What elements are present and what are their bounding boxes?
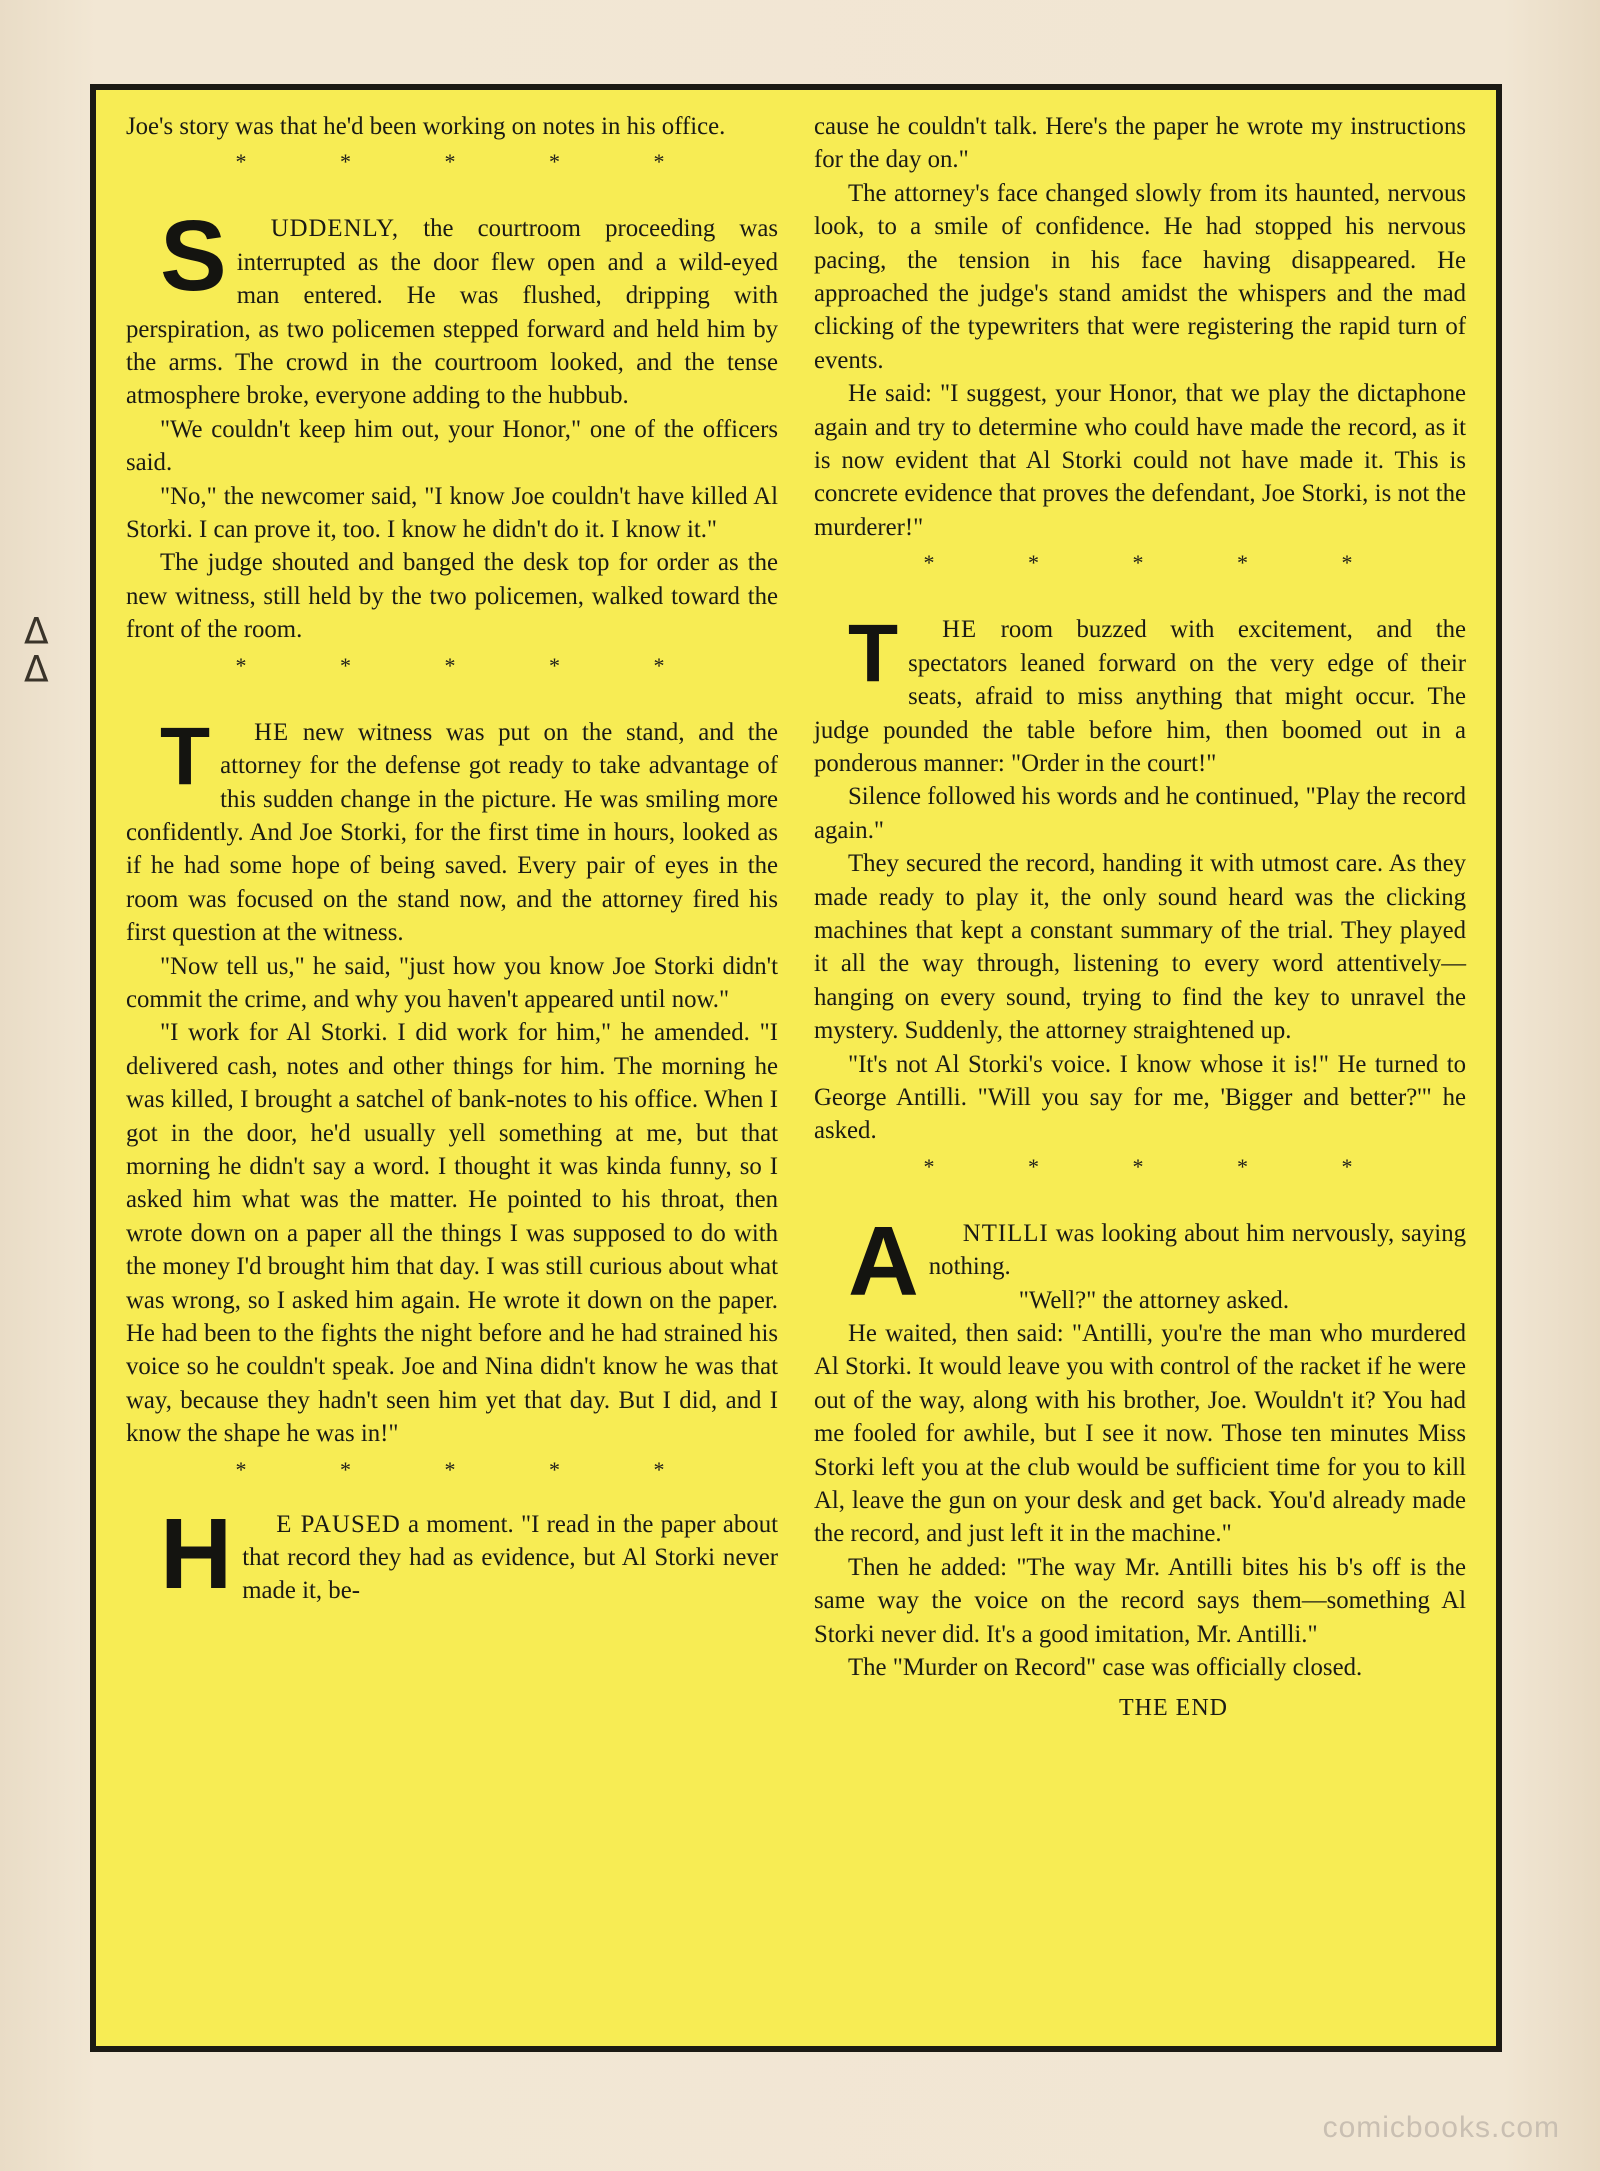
paragraph: "It's not Al Storki's voice. I know whose it is!" He turned to George Antilli. "Will you say for me, 'Bigger and better?'" he asked.: [814, 1050, 1466, 1145]
section-text: room buzzed with excitement, and the spectators leaned forward on the very edge of their seats, afraid to miss anything that might occur. The judge pounded the table before him, then boomed out in a ponderous manner: "Order in the court!": [814, 616, 1466, 777]
paragraph: The attorney's face changed slowly from its haunted, nervous look, to a smile of confidence. He had stopped his nervous pacing, the tension in his face having disappeared. He approached the judge's stand amidst the whispers and the mad clicking of the typewriters that were registering the rapid turn of events.: [814, 179, 1466, 374]
paragraph: "I work for Al Storki. I did work for him," he amended. "I delivered cash, notes and other things for him. The morning he was killed, I brought a satchel of bank-notes to his office. When I got in the door, he'd usually yell something at me, but that morning he didn't say a word. I thought it was kinda funny, so I asked him what was the matter. He pointed to his throat, then wrote down on a paper all the things I was supposed to do with the money I'd brought him that day. I was still curious about what was wrong, so I asked him again. He wrote it down on the paper. He had been to the fights the night before and he had strained his voice so he couldn't speak. Joe and Nina didn't know he was that way, because they hadn't seen him yet that day. But I did, and I know the shape he was in!": [126, 1019, 778, 1448]
paragraph: cause he couldn't talk. Here's the paper he wrote my instructions for the day on.": [814, 113, 1466, 174]
column-left: [126, 110, 778, 2046]
the-end-label: THE END: [1119, 1695, 1228, 1722]
paragraph: The judge shouted and banged the desk top for order as the new witness, still held by the two policemen, walked toward the front of the room.: [126, 549, 778, 644]
lead-in: HE: [254, 718, 290, 746]
paragraph: "We couldn't keep him out, your Honor," one of the officers said.: [126, 415, 778, 477]
drop-cap: T: [160, 710, 211, 802]
column-right: [814, 110, 1466, 2046]
lead-in: HE: [942, 616, 978, 644]
drop-cap: T: [848, 608, 899, 700]
section-text: a moment. "I read in the paper about that record they had as evidence, but Al Storki never made it, be-: [242, 1510, 778, 1605]
section-divider: * * * * *: [235, 149, 709, 175]
section-paragraph: [126, 710, 778, 950]
section-paragraph: [126, 200, 778, 412]
section-paragraph: [814, 608, 1466, 780]
paragraph: The "Murder on Record" case was officially closed.: [848, 1654, 1363, 1682]
paragraph: Silence followed his words and he continued, "Play the record again.": [814, 783, 1466, 844]
watermark: comicbooks.com: [1322, 2111, 1560, 2144]
drop-cap: H: [160, 1497, 233, 1610]
lead-in: E PAUSED: [276, 1510, 401, 1538]
section-text: was looking about him nervously, saying nothing.: [928, 1219, 1466, 1281]
section-divider: * * * * *: [923, 550, 1397, 576]
section-text: the courtroom proceeding was interrupted as the door flew open and a wild-eyed man entered. He was flushed, dripping with perspiration, as two policemen stepped forward and held him by the arms. The crowd in the courtroom looked, and the tense atmosphere broke, everyone adding to the hubbub.: [126, 215, 778, 410]
section-text: "Well?" the attorney asked.: [1018, 1286, 1290, 1314]
section-paragraph: [814, 1205, 1466, 1317]
paragraph: He waited, then said: "Antilli, you're the man who murdered Al Storki. It would leave you with control of the racket if he were out of the way, along with his brother, Joe. Wouldn't it? You had me fooled for awhile, but I see it now. Those ten minutes Miss Storki left you at the club would be sufficient time for you to kill Al, leave the gun on your desk and get back. You'd already made the record, and just left it in the machine.": [814, 1320, 1466, 1548]
drop-cap: A: [848, 1205, 919, 1316]
paragraph: He said: "I suggest, your Honor, that we play the dictaphone again and try to determine who could have made the record, as it is now evident that Al Storki could not have made it. This is concrete evidence that proves the defendant, Joe Storki, is not the murderer!": [814, 380, 1466, 541]
paragraph: "No," the newcomer said, "I know Joe couldn't have killed Al Storki. I can prove it, too. I know he didn't do it. I know it.": [126, 482, 778, 544]
margin-mark: ᐃ: [24, 612, 49, 653]
section-divider: * * * * *: [235, 1456, 709, 1482]
section-text: new witness was put on the stand, and the attorney for the defense got ready to take advantage of this sudden change in the picture. He was smiling more confidently. And Joe Storki, for the first time in hours, looked as if he had some hope of being saved. Every pair of eyes in the room was focused on the stand now, and the attorney fired his first question at the witness.: [126, 718, 778, 947]
paragraph: "Now tell us," he said, "just how you know Joe Storki didn't commit the crime, and why you haven't appeared until now.": [126, 952, 778, 1013]
section-divider: * * * * *: [235, 652, 709, 678]
paragraph: Then he added: "The way Mr. Antilli bites his b's off is the same way the voice on the record says them—something Al Storki never did. It's a good imitation, Mr. Antilli.": [814, 1553, 1466, 1648]
paragraph: Joe's story was that he'd been working on notes in his office.: [126, 113, 726, 140]
margin-mark: ᐃ: [24, 650, 49, 691]
drop-cap: S: [160, 200, 227, 313]
paragraph: They secured the record, handing it with utmost care. As they made ready to play it, the only sound heard was the clicking machines that kept a constant summary of the trial. They played it all the way through, listening to every word attentively—hanging on every sound, trying to find the key to unravel the mystery. Suddenly, the attorney straightened up.: [814, 850, 1466, 1045]
section-paragraph: [126, 1497, 778, 1610]
section-divider: * * * * *: [923, 1153, 1397, 1179]
lead-in: NTILLI: [962, 1219, 1049, 1247]
text-panel: [90, 84, 1502, 2052]
lead-in: UDDENLY,: [270, 215, 400, 243]
